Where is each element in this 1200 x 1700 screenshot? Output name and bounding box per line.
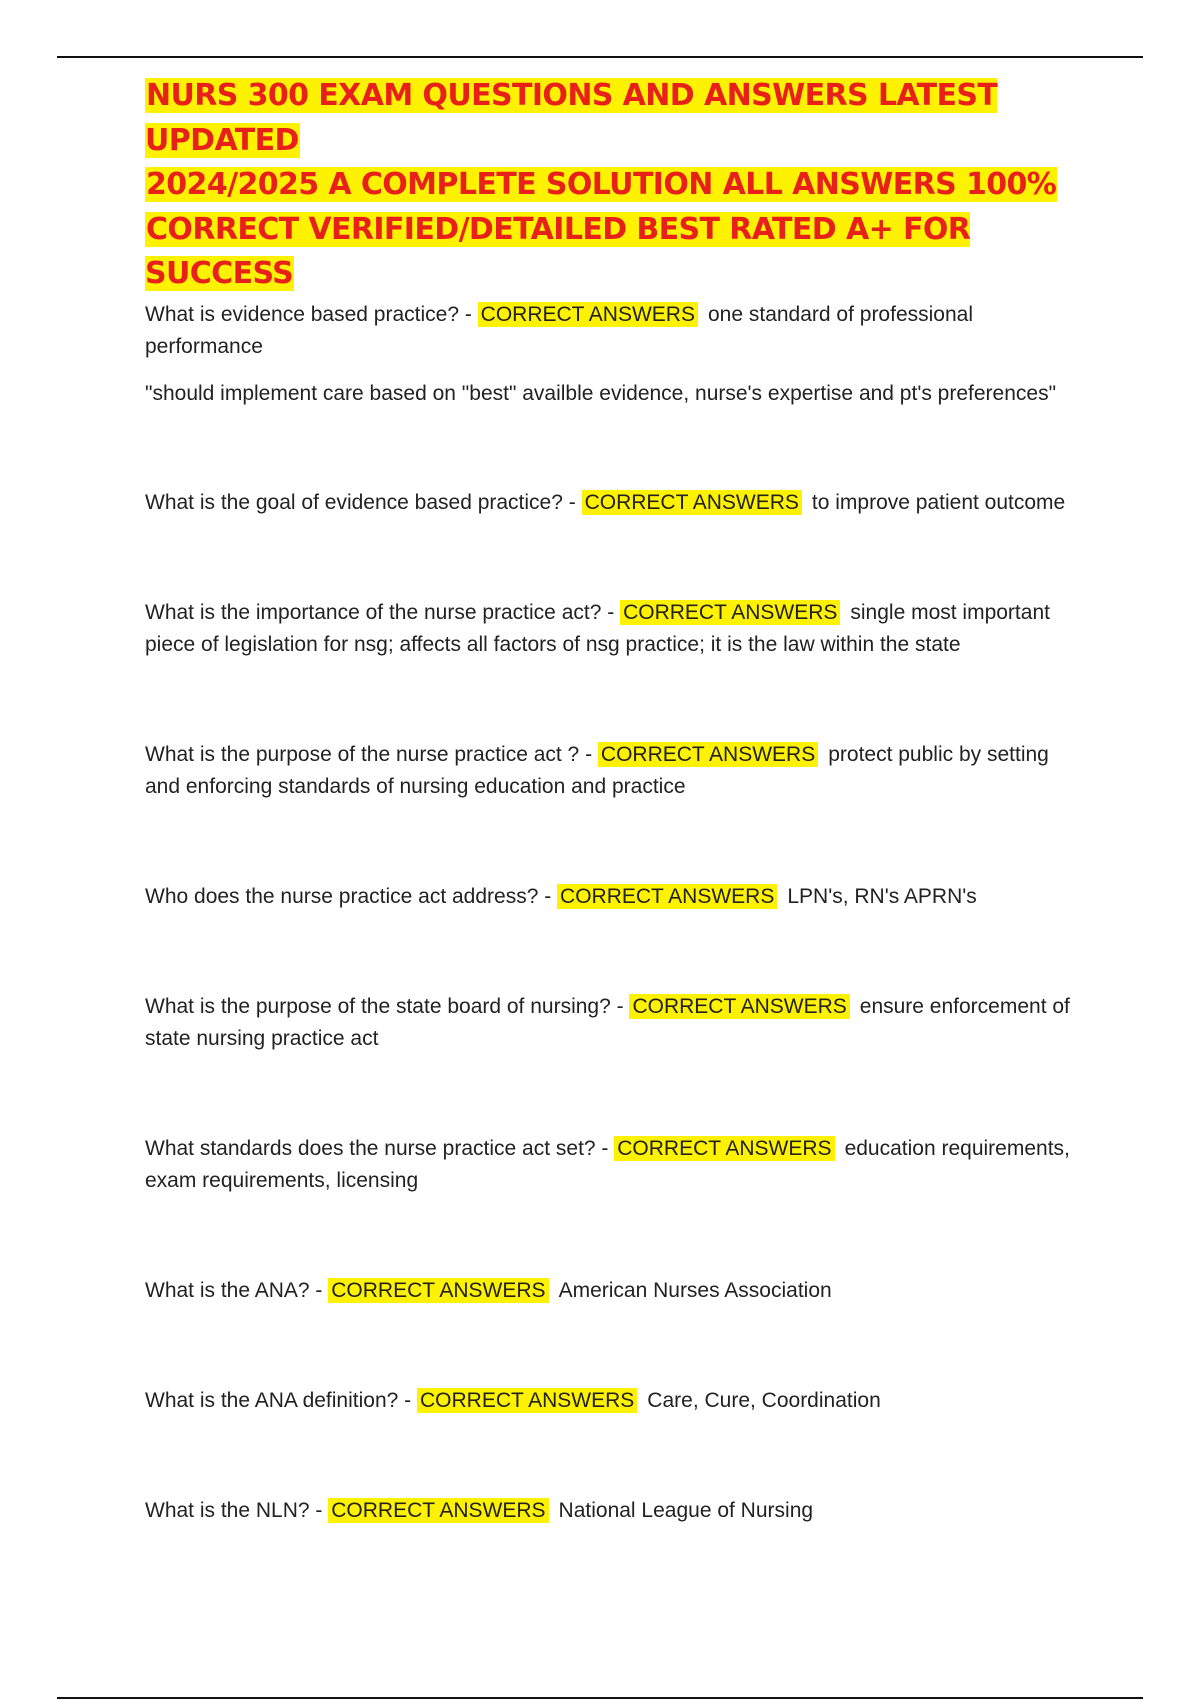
correct-answers-tag: CORRECT ANSWERS [620,600,840,625]
answer-text: LPN's, RN's APRN's [787,884,977,908]
title-line-1: NURS 300 EXAM QUESTIONS AND ANSWERS LATEST UPDATED [145,78,998,158]
qa-item [145,1133,1085,1197]
answer-text: to improve patient outcome [811,490,1066,514]
answer-text: one standard of professional performance [145,302,973,358]
correct-answers-tag: CORRECT ANSWERS [614,1136,834,1161]
qa-item [145,1495,1085,1527]
question-text: What is the purpose of the nurse practice act ? - [145,742,598,766]
answer-note: "should implement care based on "best" availble evidence, nurse's expertise and pt's preferences" [145,381,1057,405]
correct-answers-tag: CORRECT ANSWERS [328,1498,548,1523]
qa-item [145,299,1085,363]
question-text: Who does the nurse practice act address? - [145,884,558,908]
answer-text: protect public by setting and enforcing standards of nursing education and practice [145,742,1049,798]
document-title [145,74,1085,297]
correct-answers-tag: CORRECT ANSWERS [328,1278,548,1303]
question-text: What is the goal of evidence based practice? - [145,490,582,514]
qa-item [145,991,1085,1055]
answer-text: ensure enforcement of state nursing practice act [145,994,1070,1050]
correct-answers-tag: CORRECT ANSWERS [629,994,849,1019]
correct-answers-tag: CORRECT ANSWERS [478,302,698,327]
question-text: What is evidence based practice? - [145,302,478,326]
qa-item [145,739,1085,803]
qa-item [145,597,1085,661]
correct-answers-tag: CORRECT ANSWERS [417,1388,637,1413]
title-line-2: 2024/2025 A COMPLETE SOLUTION ALL ANSWERS 100% [146,167,1057,202]
qa-item [145,1385,1085,1417]
question-text: What is the ANA? - [145,1278,329,1302]
qa-item [145,1275,1085,1307]
answer-text: American Nurses Association [558,1278,832,1302]
question-text: What is the importance of the nurse practice act? - [145,600,621,624]
title-line-3: CORRECT VERIFIED/DETAILED BEST RATED A+ FOR SUCCESS [145,211,971,291]
answer-text: single most important piece of legislation for nsg; affects all factors of nsg practice; it is the law within the state [145,600,1050,656]
top-rule [57,56,1143,58]
question-text: What is the ANA definition? - [145,1388,417,1412]
document-body [145,74,1085,1527]
correct-answers-tag: CORRECT ANSWERS [582,490,802,515]
bottom-rule [57,1697,1143,1699]
answer-text: Care, Cure, Coordination [647,1388,881,1412]
correct-answers-tag: CORRECT ANSWERS [598,742,818,767]
question-text: What is the NLN? - [145,1498,329,1522]
question-text: What standards does the nurse practice act set? - [145,1136,615,1160]
qa-list [145,299,1085,1527]
correct-answers-tag: CORRECT ANSWERS [557,884,777,909]
answer-text: education requirements, exam requirements, licensing [145,1136,1070,1192]
qa-item [145,881,1085,913]
qa-item [145,487,1085,519]
question-text: What is the purpose of the state board of nursing? - [145,994,630,1018]
answer-text: National League of Nursing [558,1498,814,1522]
